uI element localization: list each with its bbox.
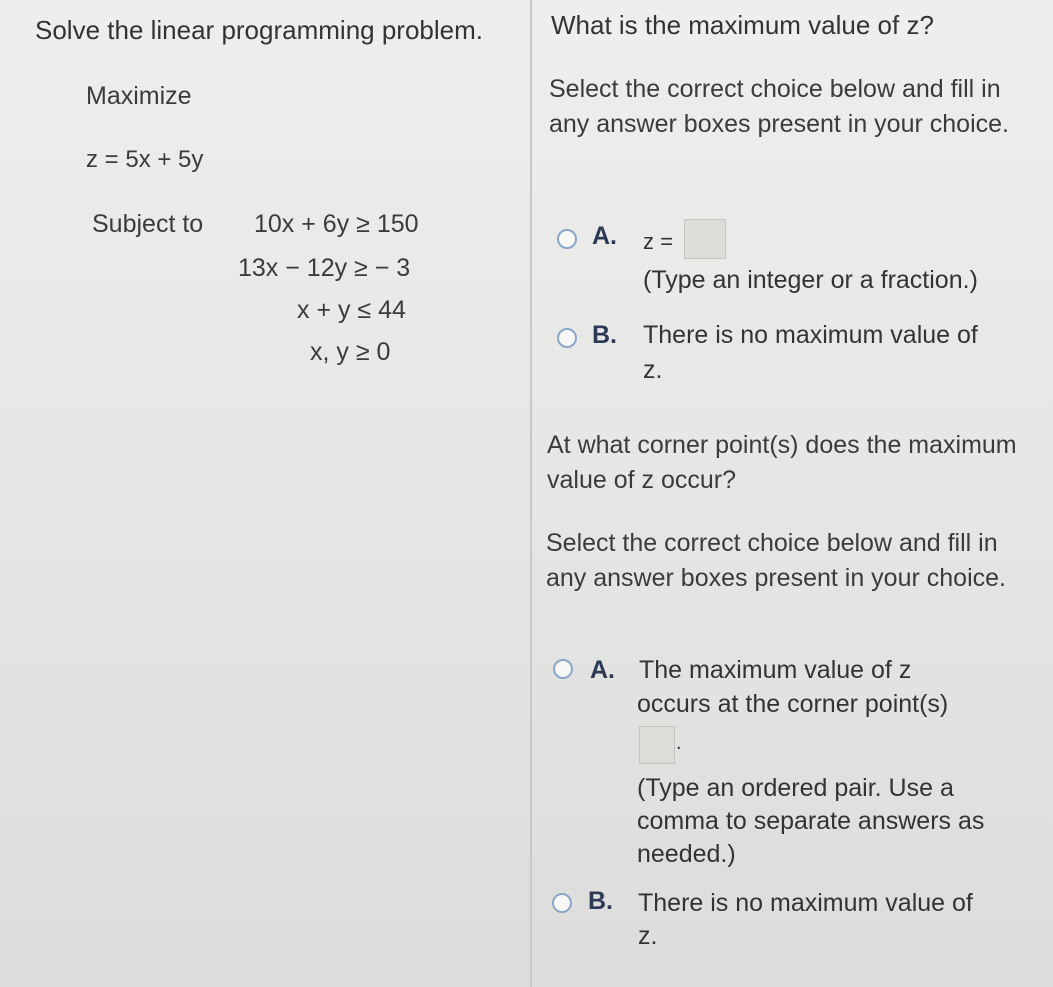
q2-option-b-text-line2: z. bbox=[638, 922, 658, 950]
q2-option-b-letter: B. bbox=[588, 887, 613, 915]
q1-z-equals-label: z = bbox=[643, 229, 673, 254]
panel-divider bbox=[530, 0, 532, 987]
q2-corner-point-answer-box[interactable] bbox=[639, 726, 675, 764]
q2-option-a-text-line2: occurs at the corner point(s) bbox=[637, 690, 949, 718]
constraint-2: 13x − 12y ≥ − 3 bbox=[238, 254, 411, 282]
q1-option-a-radio[interactable] bbox=[557, 229, 577, 249]
q1-option-b-text-line2: z. bbox=[643, 356, 663, 384]
q1-option-a-letter: A. bbox=[592, 222, 617, 250]
question-2-instruction: Select the correct choice below and fill in any answer boxes present in your choice. bbox=[546, 529, 1006, 592]
q2-option-a-hint: (Type an ordered pair. Use a comma to separate answers as needed.) bbox=[637, 774, 985, 868]
constraint-4: x, y ≥ 0 bbox=[310, 338, 391, 366]
q2-option-b-radio[interactable] bbox=[552, 893, 572, 913]
q2-option-a-letter: A. bbox=[590, 656, 615, 684]
constraint-3: x + y ≤ 44 bbox=[297, 296, 406, 324]
q2-option-b-text-line1: There is no maximum value of bbox=[638, 889, 973, 917]
maximize-label: Maximize bbox=[86, 82, 192, 110]
subject-to-label: Subject to bbox=[92, 210, 204, 238]
question-2-text: At what corner point(s) does the maximum value of z occur? bbox=[547, 431, 1017, 494]
q1-option-a-hint: (Type an integer or a fraction.) bbox=[643, 266, 978, 294]
question-1-text: What is the maximum value of z? bbox=[551, 10, 934, 40]
q2-box-period: . bbox=[676, 732, 682, 754]
q2-option-a-text-line1: The maximum value of z bbox=[639, 656, 912, 684]
question-1-instruction: Select the correct choice below and fill in any answer boxes present in your choice. bbox=[549, 75, 1009, 138]
q1-option-b-radio[interactable] bbox=[557, 328, 577, 348]
q2-option-a-radio[interactable] bbox=[553, 659, 573, 679]
objective-function: z = 5x + 5y bbox=[86, 146, 204, 173]
constraint-1: 10x + 6y ≥ 150 bbox=[254, 210, 419, 238]
q1-option-b-text-line1: There is no maximum value of bbox=[643, 321, 978, 349]
problem-title: Solve the linear programming problem. bbox=[35, 15, 483, 45]
q1-option-b-letter: B. bbox=[592, 321, 617, 349]
q1-z-answer-box[interactable] bbox=[684, 219, 726, 259]
